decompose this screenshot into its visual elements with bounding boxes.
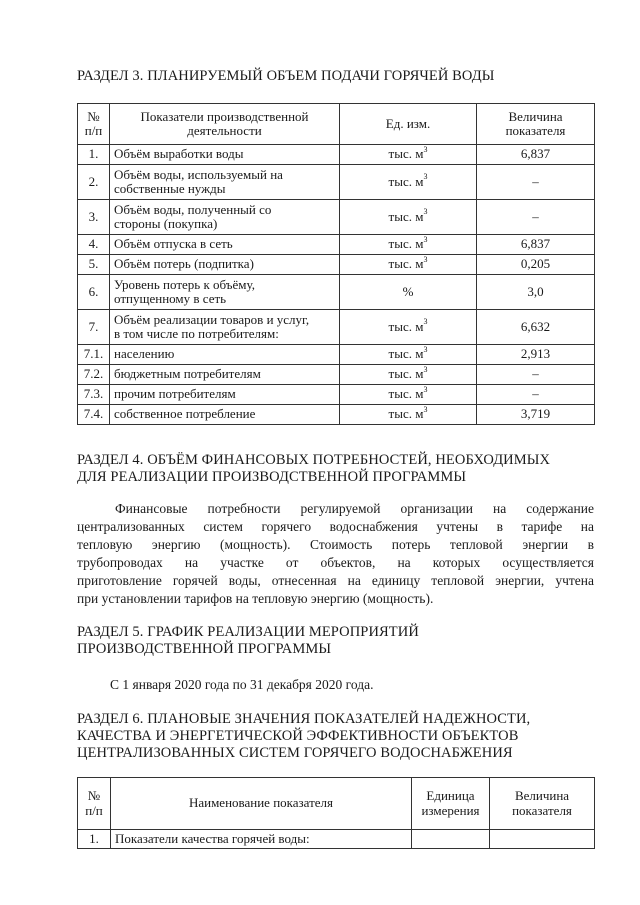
row-name: [110, 165, 340, 200]
row-name-line: собственное потребление: [114, 406, 256, 422]
header-value: Величина показателя: [477, 104, 595, 145]
table-row: [78, 200, 595, 235]
row-name-line: населению: [114, 346, 175, 362]
row-num: 7.1.: [78, 345, 110, 365]
row-unit: [340, 255, 477, 275]
row-num: 7.4.: [78, 405, 110, 425]
row-num: 7.: [78, 310, 110, 345]
row-unit: [340, 275, 477, 310]
row-num: 4.: [78, 235, 110, 255]
row-name: [110, 345, 340, 365]
row-unit: [340, 385, 477, 405]
row-name-line: Объём реализации товаров и услуг,: [114, 311, 310, 327]
row-value: –: [477, 200, 595, 235]
unit-text: тыс. м: [388, 208, 424, 224]
unit-superscript: 3: [423, 404, 428, 414]
row-unit: [340, 200, 477, 235]
row-value: –: [477, 165, 595, 200]
row-unit: [340, 405, 477, 425]
unit-text: тыс. м: [388, 386, 424, 402]
row-name-line: прочим потребителям: [114, 386, 236, 402]
row-num: 2.: [78, 165, 110, 200]
reliability-indicators-table: [77, 777, 595, 849]
row-unit: [340, 235, 477, 255]
row-name-line: собственные нужды: [114, 181, 226, 196]
row-name: [110, 405, 340, 425]
unit-superscript: 3: [423, 234, 428, 244]
row-unit: [340, 145, 477, 165]
unit-superscript: 3: [423, 384, 428, 394]
unit-text: тыс. м: [388, 173, 424, 189]
row-num: 3.: [78, 200, 110, 235]
row-unit: [340, 310, 477, 345]
row-num: 1.: [78, 830, 111, 849]
table-row: [78, 365, 595, 385]
table-row: [78, 275, 595, 310]
table-row: [78, 165, 595, 200]
table-row: [78, 310, 595, 345]
row-name-line: Уровень потерь к объёму,: [114, 276, 255, 292]
row-name: [110, 310, 340, 345]
unit-text: тыс. м: [388, 236, 424, 252]
header-name: Наименование показателя: [111, 778, 412, 830]
row-name: [110, 255, 340, 275]
header-num: № п/п: [78, 778, 111, 830]
row-name-line: Объём воды, полученный со: [114, 201, 272, 217]
section-4-title: РАЗДЕЛ 4. ОБЪЁМ ФИНАНСОВЫХ ПОТРЕБНОСТЕЙ, НЕОБХОДИМЫХ ДЛЯ РЕАЛИЗАЦИИ ПРОИЗВОДСТВЕННОЙ ПРОГРАММЫ: [77, 452, 551, 485]
header-unit: Единица измерения: [412, 778, 490, 830]
unit-text: тыс. м: [388, 346, 424, 362]
unit-superscript: 3: [423, 254, 428, 264]
row-value: 3,719: [477, 405, 595, 425]
row-value: 6,837: [477, 145, 595, 165]
header-value: Величина показателя: [490, 778, 595, 830]
production-volume-table: [77, 103, 595, 425]
row-name-line: бюджетным потребителям: [114, 366, 261, 382]
unit-text: %: [402, 283, 414, 299]
unit-text: тыс. м: [388, 406, 424, 422]
table-header-row: [78, 778, 595, 830]
table-row: [78, 405, 595, 425]
row-name: Показатели качества горячей воды:: [111, 830, 412, 849]
unit-superscript: 3: [423, 144, 428, 154]
header-num: № п/п: [78, 104, 110, 145]
table-row: [78, 385, 595, 405]
unit-text: тыс. м: [388, 146, 424, 162]
row-unit: [340, 165, 477, 200]
row-value: 0,205: [477, 255, 595, 275]
row-num: 5.: [78, 255, 110, 275]
unit-superscript: 3: [423, 344, 428, 354]
row-name-line: Объём отпуска в сеть: [114, 236, 233, 252]
unit-superscript: 3: [423, 207, 428, 217]
table-row: [78, 235, 595, 255]
row-value: 6,837: [477, 235, 595, 255]
row-name: [110, 365, 340, 385]
header-name: Показатели производственной деятельности: [110, 104, 340, 145]
row-name-line: Объём потерь (подпитка): [114, 256, 254, 272]
row-num: 7.3.: [78, 385, 110, 405]
row-unit: [340, 345, 477, 365]
production-volume-rows: [78, 145, 595, 425]
row-name: [110, 275, 340, 310]
unit-text: тыс. м: [388, 366, 424, 382]
section-6-title: РАЗДЕЛ 6. ПЛАНОВЫЕ ЗНАЧЕНИЯ ПОКАЗАТЕЛЕЙ НАДЕЖНОСТИ, КАЧЕСТВА И ЭНЕРГЕТИЧЕСКОЙ ЭФФЕКТИВНОСТИ ОБЪЕКТОВ ЦЕНТРАЛИЗОВАННЫХ СИСТЕМ ГОРЯЧЕГО ВОДОСНАБЖЕНИЯ: [77, 711, 531, 761]
row-num: 1.: [78, 145, 110, 165]
row-name: [110, 235, 340, 255]
table-row: [78, 255, 595, 275]
financial-needs-paragraph: Финансовые потребности регулируемой организации на содержание централизованных систем горячего водоснабжения учтены в тарифе на тепловую энергию (мощность). Стоимость потерь тепловой энергии в трубопроводах на участке от объектов, на которых осуществляется приготовление горячей воды, отнесенная на единицу тепловой энергии, учтена при установлении тарифов на тепловую энергию (мощность).: [77, 501, 594, 606]
row-name-line: Объём воды, используемый на: [114, 166, 283, 182]
row-unit: [340, 365, 477, 385]
schedule-period: С 1 января 2020 года по 31 декабря 2020 года.: [110, 677, 374, 692]
row-unit: [412, 830, 490, 849]
row-name-line: в том числе по потребителям:: [114, 326, 279, 341]
unit-superscript: 3: [423, 172, 428, 182]
table-header-row: [78, 104, 595, 145]
unit-superscript: 3: [423, 364, 428, 374]
table-row: [78, 830, 595, 849]
row-value: 3,0: [477, 275, 595, 310]
header-unit: Ед. изм.: [340, 104, 477, 145]
row-num: 6.: [78, 275, 110, 310]
unit-text: тыс. м: [388, 318, 424, 334]
row-name-line: отпущенному в сеть: [114, 291, 227, 306]
unit-text: тыс. м: [388, 256, 424, 272]
row-value: 2,913: [477, 345, 595, 365]
section-3-title: РАЗДЕЛ 3. ПЛАНИРУЕМЫЙ ОБЪЕМ ПОДАЧИ ГОРЯЧЕЙ ВОДЫ: [77, 68, 495, 84]
row-name-line: стороны (покупка): [114, 216, 218, 231]
section-5-title: РАЗДЕЛ 5. ГРАФИК РЕАЛИЗАЦИИ МЕРОПРИЯТИЙ ПРОИЗВОДСТВЕННОЙ ПРОГРАММЫ: [77, 624, 419, 657]
row-num: 7.2.: [78, 365, 110, 385]
row-value: [490, 830, 595, 849]
row-name-line: Объём выработки воды: [114, 146, 244, 162]
table-row: [78, 145, 595, 165]
table-row: [78, 345, 595, 365]
row-value: 6,632: [477, 310, 595, 345]
row-name: [110, 385, 340, 405]
row-value: –: [477, 385, 595, 405]
row-name: [110, 200, 340, 235]
unit-superscript: 3: [423, 317, 428, 327]
row-value: –: [477, 365, 595, 385]
row-name: [110, 145, 340, 165]
